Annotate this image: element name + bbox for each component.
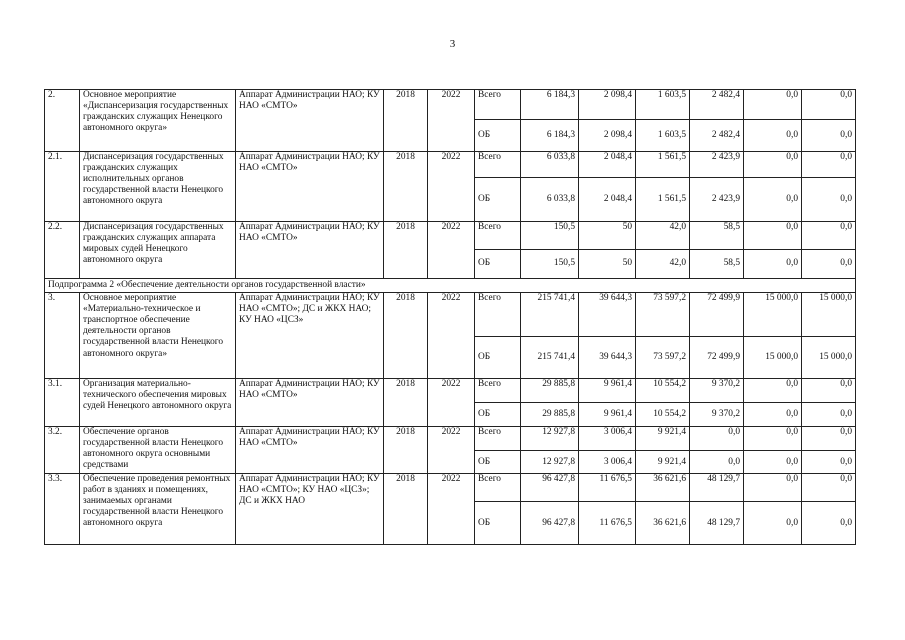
executor: Аппарат Администрации НАО; КУ НАО «СМТО»; ДС и ЖКХ НАО; КУ НАО «ЦСЗ»	[236, 293, 384, 379]
amount-y2018: 2 048,4	[579, 178, 636, 222]
year-start: 2018	[384, 427, 428, 474]
funding-source: Всего	[475, 293, 521, 337]
amount-y2021: 0,0	[744, 379, 802, 403]
amount-y2018: 9 961,4	[579, 403, 636, 427]
funding-source: Всего	[475, 427, 521, 451]
amount-total: 29 885,8	[521, 403, 579, 427]
amount-y2022: 0,0	[802, 250, 856, 279]
amount-y2021: 0,0	[744, 474, 802, 502]
executor: Аппарат Администрации НАО; КУ НАО «СМТО»; КУ НАО «ЦСЗ»; ДС и ЖКХ НАО	[236, 474, 384, 545]
amount-y2020: 0,0	[690, 427, 744, 451]
table-row	[45, 293, 856, 337]
row-number: 2.2.	[45, 222, 80, 279]
table-body	[45, 90, 856, 545]
amount-y2019: 73 597,2	[636, 293, 690, 337]
amount-y2022: 0,0	[802, 120, 856, 152]
amount-y2020: 0,0	[690, 451, 744, 474]
amount-y2019: 73 597,2	[636, 337, 690, 379]
amount-y2019: 1 561,5	[636, 152, 690, 178]
funding-source: ОБ	[475, 337, 521, 379]
amount-y2021: 15 000,0	[744, 337, 802, 379]
year-start: 2018	[384, 379, 428, 427]
amount-y2020: 58,5	[690, 250, 744, 279]
amount-y2020: 72 499,9	[690, 293, 744, 337]
amount-total: 6 033,8	[521, 152, 579, 178]
amount-y2022: 15 000,0	[802, 293, 856, 337]
amount-y2018: 2 098,4	[579, 120, 636, 152]
amount-y2019: 10 554,2	[636, 403, 690, 427]
budget-table	[44, 89, 856, 545]
table-row	[45, 90, 856, 120]
amount-y2018: 9 961,4	[579, 379, 636, 403]
amount-y2019: 10 554,2	[636, 379, 690, 403]
amount-y2020: 48 129,7	[690, 502, 744, 545]
amount-total: 215 741,4	[521, 337, 579, 379]
amount-total: 150,5	[521, 250, 579, 279]
year-start: 2018	[384, 293, 428, 379]
amount-y2019: 9 921,4	[636, 427, 690, 451]
amount-y2020: 2 423,9	[690, 152, 744, 178]
amount-y2022: 0,0	[802, 152, 856, 178]
subprogram-row	[45, 279, 856, 293]
amount-total: 96 427,8	[521, 502, 579, 545]
amount-y2019: 36 621,6	[636, 502, 690, 545]
amount-y2018: 50	[579, 250, 636, 279]
amount-total: 150,5	[521, 222, 579, 250]
activity-name: Основное мероприятие «Материально-техническое и транспортное обеспечение деятельности органов государственной власти Ненецкого автономного округа»	[80, 293, 236, 379]
amount-y2022: 15 000,0	[802, 337, 856, 379]
amount-y2020: 58,5	[690, 222, 744, 250]
funding-source: ОБ	[475, 502, 521, 545]
activity-name: Диспансеризация государственных гражданских служащих исполнительных органов государственной власти Ненецкого автономного округа	[80, 152, 236, 222]
amount-total: 6 033,8	[521, 178, 579, 222]
amount-y2018: 3 006,4	[579, 427, 636, 451]
funding-source: ОБ	[475, 250, 521, 279]
table-row	[45, 474, 856, 502]
amount-y2021: 0,0	[744, 120, 802, 152]
amount-y2020: 2 482,4	[690, 90, 744, 120]
table-row	[45, 152, 856, 178]
activity-name: Обеспечение проведения ремонтных работ в зданиях и помещениях, занимаемых органами государственной власти Ненецкого автономного округа	[80, 474, 236, 545]
year-end: 2022	[428, 152, 475, 222]
amount-y2018: 39 644,3	[579, 337, 636, 379]
amount-y2022: 0,0	[802, 222, 856, 250]
year-end: 2022	[428, 474, 475, 545]
amount-y2022: 0,0	[802, 427, 856, 451]
amount-y2021: 0,0	[744, 451, 802, 474]
row-number: 3.1.	[45, 379, 80, 427]
amount-y2018: 39 644,3	[579, 293, 636, 337]
amount-y2021: 15 000,0	[744, 293, 802, 337]
amount-y2021: 0,0	[744, 250, 802, 279]
amount-y2020: 9 370,2	[690, 379, 744, 403]
activity-name: Диспансеризация государственных гражданских служащих аппарата мировых судей Ненецкого автономного округа	[80, 222, 236, 279]
amount-y2021: 0,0	[744, 90, 802, 120]
amount-total: 6 184,3	[521, 90, 579, 120]
executor: Аппарат Администрации НАО; КУ НАО «СМТО»	[236, 427, 384, 474]
funding-source: Всего	[475, 222, 521, 250]
amount-y2022: 0,0	[802, 178, 856, 222]
amount-total: 12 927,8	[521, 451, 579, 474]
funding-source: ОБ	[475, 120, 521, 152]
row-number: 3.2.	[45, 427, 80, 474]
amount-y2020: 72 499,9	[690, 337, 744, 379]
table-row	[45, 427, 856, 451]
funding-source: Всего	[475, 379, 521, 403]
amount-total: 29 885,8	[521, 379, 579, 403]
amount-y2022: 0,0	[802, 474, 856, 502]
amount-y2021: 0,0	[744, 403, 802, 427]
amount-y2020: 9 370,2	[690, 403, 744, 427]
amount-y2022: 0,0	[802, 90, 856, 120]
row-number: 2.1.	[45, 152, 80, 222]
funding-source: ОБ	[475, 403, 521, 427]
year-start: 2018	[384, 90, 428, 152]
funding-source: Всего	[475, 90, 521, 120]
amount-y2022: 0,0	[802, 403, 856, 427]
amount-y2019: 1 603,5	[636, 120, 690, 152]
amount-y2019: 9 921,4	[636, 451, 690, 474]
year-end: 2022	[428, 222, 475, 279]
amount-y2018: 11 676,5	[579, 474, 636, 502]
amount-total: 6 184,3	[521, 120, 579, 152]
executor: Аппарат Администрации НАО; КУ НАО «СМТО»	[236, 152, 384, 222]
amount-y2021: 0,0	[744, 152, 802, 178]
activity-name: Обеспечение органов государственной власти Ненецкого автономного округа основными средствами	[80, 427, 236, 474]
amount-y2018: 11 676,5	[579, 502, 636, 545]
executor: Аппарат Администрации НАО; КУ НАО «СМТО»	[236, 90, 384, 152]
amount-y2021: 0,0	[744, 502, 802, 545]
amount-y2019: 42,0	[636, 250, 690, 279]
amount-total: 96 427,8	[521, 474, 579, 502]
funding-source: ОБ	[475, 178, 521, 222]
activity-name: Организация материально-технического обеспечения мировых судей Ненецкого автономного округа	[80, 379, 236, 427]
amount-y2021: 0,0	[744, 427, 802, 451]
amount-y2020: 2 482,4	[690, 120, 744, 152]
amount-y2018: 3 006,4	[579, 451, 636, 474]
amount-y2021: 0,0	[744, 178, 802, 222]
executor: Аппарат Администрации НАО; КУ НАО «СМТО»	[236, 379, 384, 427]
amount-y2022: 0,0	[802, 451, 856, 474]
year-end: 2022	[428, 90, 475, 152]
subprogram-title: Подпрограмма 2 «Обеспечение деятельности органов государственной власти»	[45, 279, 856, 293]
year-start: 2018	[384, 152, 428, 222]
page-number: 3	[449, 38, 456, 50]
year-start: 2018	[384, 474, 428, 545]
row-number: 3.3.	[45, 474, 80, 545]
row-number: 2.	[45, 90, 80, 152]
amount-y2019: 36 621,6	[636, 474, 690, 502]
amount-y2020: 48 129,7	[690, 474, 744, 502]
amount-y2019: 42,0	[636, 222, 690, 250]
executor: Аппарат Администрации НАО; КУ НАО «СМТО»	[236, 222, 384, 279]
amount-total: 12 927,8	[521, 427, 579, 451]
amount-y2019: 1 561,5	[636, 178, 690, 222]
funding-source: Всего	[475, 474, 521, 502]
year-end: 2022	[428, 427, 475, 474]
amount-y2022: 0,0	[802, 502, 856, 545]
year-end: 2022	[428, 293, 475, 379]
amount-total: 215 741,4	[521, 293, 579, 337]
table-row	[45, 379, 856, 403]
funding-source: Всего	[475, 152, 521, 178]
year-end: 2022	[428, 379, 475, 427]
amount-y2020: 2 423,9	[690, 178, 744, 222]
funding-source: ОБ	[475, 451, 521, 474]
amount-y2022: 0,0	[802, 379, 856, 403]
table-row	[45, 222, 856, 250]
amount-y2018: 50	[579, 222, 636, 250]
amount-y2018: 2 048,4	[579, 152, 636, 178]
amount-y2019: 1 603,5	[636, 90, 690, 120]
row-number: 3.	[45, 293, 80, 379]
amount-y2021: 0,0	[744, 222, 802, 250]
amount-y2018: 2 098,4	[579, 90, 636, 120]
year-start: 2018	[384, 222, 428, 279]
activity-name: Основное мероприятие «Диспансеризация государственных гражданских служащих Ненецкого автономного округа»	[80, 90, 236, 152]
